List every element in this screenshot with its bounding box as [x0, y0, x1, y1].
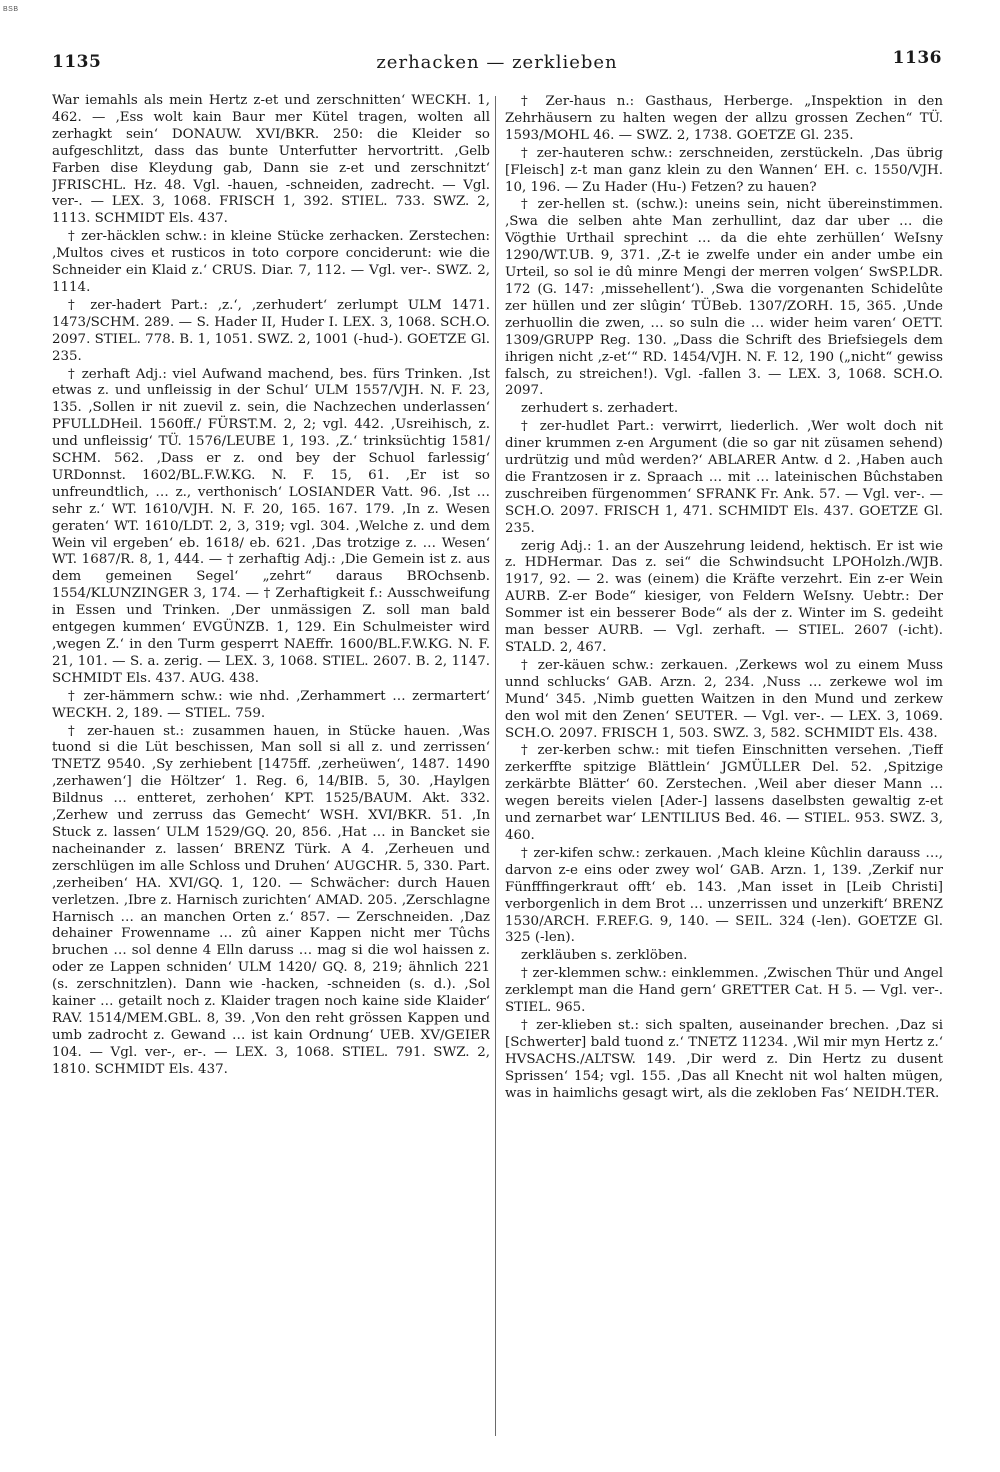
dictionary-entry: † zer-klieben st.: sich spalten, auseinander brechen. ‚Daz si [Schwerter] bald tuond z.‘ TNETZ 11234. ‚Wil mir myn Hertz z.‘ HVSACHS./ALTSW. 149. ‚Dir werd z. Din Hertz zu dusent Sprissen‘ 154; vgl. 155. ‚Das all Knecht nit wol halten mügen, was in haimlichs gesagt wirt, als die zekloben Fas‘ NEIDH.TER.: [505, 1017, 943, 1101]
right-page-number: 1136: [892, 48, 942, 68]
continued-entry: War iemahls als mein Hertz z-et und zerschnitten‘ WECKH. 1, 462. — ‚Ess wolt kain Baur mer Kütel tragen, wolten all zerhagkt sein‘ DONAUW. XVI/BKR. 250: die Kleider so aufgeschlitzt, dass das bunte Unterfutter hervortritt. ‚Gelb Farben dise Kleydung gab, Dann sie z-et und zerschnitzt‘ JFRISCHL. Hz. 48. Vgl. -hauen, -schneiden, zadrecht. — Vgl. ver-. — LEX. 3, 1068. FRISCH 1, 392. STIEL. 733. SWZ. 2, 1113. SCHMIDT Els. 437.: [52, 93, 490, 227]
dictionary-entry: † zer-hellen st. (schw.): uneins sein, nicht übereinstimmen. ‚Swa die selben ahte Man zerhullint, daz dar uber … die Vögthie Urthail sprechint … da die ehte zerhüllen‘ WeIsny 1290/WT.UB. 9, 371. ‚Z-t ie zwelfe under ein ander umbe ein Urteil, so sol ie dû minre Mengi der merren volgen‘ SwSP.LDR. 172 (G. 147: ‚missehellent‘). ‚Swa die vorgenanten Schidelûte zer hüllen und zer slûgin‘ TÜBeb. 1307/ZORH. 15, 365. ‚Unde zerhuollin die zwen, … so suln die … wider heim varen‘ OETT. 1309/GRUPP Reg. 130. „Dass die Schrift des Briefsiegels dem ihrigen nicht ‚z-et‘“ RD. 1454/VJH. N. F. 12, 190 („nicht“ gewiss falsch, zu streichen!). Vgl. -fallen 3. — LEX. 3, 1068. SCH.O. 2097.: [505, 197, 943, 399]
dictionary-entry: zerkläuben s. zerklöben.: [521, 948, 688, 964]
dictionary-entry: † zer-kerben schw.: mit tiefen Einschnitten versehen. ‚Tieff zerkerffte spitzige Blättlein‘ JGMÜLLER Del. 52. ‚Spitzige zerkärbte Blätter‘ 60. Zerstechen. ‚Weil aber dieser Mann … wegen bereits vielen [Ader-] lassens daselbsten gewaltig z-et und zernarbet war‘ LENTILIUS Bed. 46. — STIEL. 953. SWZ. 3, 460.: [505, 743, 943, 843]
dictionary-entry: † zer-klemmen schw.: einklemmen. ‚Zwischen Thür und Angel zerklempt man die Hand gern‘ GRETTER Cat. H 5. — Vgl. ver-. STIEL. 965.: [505, 966, 943, 1016]
dictionary-entry: zerig Adj.: 1. an der Auszehrung leidend, hektisch. Er ist wie z. HDHermar. Das z. sei“ die Schwindsucht LPOHolzh./WJB. 1917, 92. — 2. was (einem) die Kräfte verzehrt. Ein z-er Wein AURB. Z-er Bode“ kiesiger, von Feldern WeIsny. Uebtr.: Der Sommer ist ein besserer Bode“ als der z. Winter im S. gedeiht man besser AURB. — Vgl. zerhaft. — STIEL. 2607 (-icht). STALD. 2, 467.: [505, 538, 943, 655]
dictionary-entry: † zer-häcklen schw.: in kleine Stücke zerhacken. Zerstechen: ‚Multos cives et rusticos in toto corpore conciderunt: wie die Schneider ein Klaid z.‘ CRUS. Diar. 7, 112. — Vgl. ver-. SWZ. 2, 1114.: [52, 229, 490, 295]
dictionary-entry: † zer-käuen schw.: zerkauen. ‚Zerkews wol zu einem Muss unnd schlucks‘ GAB. Arzn. 2, 234. ‚Nuss … zerkewe wol im Mund‘ 345. ‚Nimb guetten Waitzen in den Mund und zerkew den wol mit den Zenen‘ SEUTER. — Vgl. ver-. — LEX. 3, 1069. SCH.O. 2097. FRISCH 1, 503. SWZ. 3, 582. SCHMIDT Els. 438.: [505, 657, 943, 741]
dictionary-entry: zerhudert s. zerhadert.: [521, 401, 679, 417]
dictionary-entry: † zer-kifen schw.: zerkauen. ‚Mach kleine Kûchlin darauss …, darvon z-e eins oder zwey wol‘ GAB. Arzn. 1, 139. ‚Zerkif nur Fünfffingerkraut offt‘ eb. 143. ‚Man isset in [Leib Christi] verborgenlich in dem Brot … unzerrissen und unzerkift‘ BRENZ 1530/ARCH. F.REF.G. 9, 140. — SEIL. 324 (-len). GOETZE Gl. 325 (-len).: [505, 845, 943, 946]
dictionary-entry: † zer-hauteren schw.: zerschneiden, zerstückeln. ‚Das übrig [Fleisch] z-t man ganz klein zu den Wannen‘ EH. c. 1550/VJH. 10, 196. — Zu Hader (Hu-) Fetzen? zu hauen?: [505, 145, 943, 195]
column-divider: [495, 96, 496, 1436]
left-column: [52, 93, 490, 1445]
left-page-number: 1135: [52, 52, 102, 72]
page-header: [52, 48, 942, 78]
running-title: zerhacken — zerklieben: [376, 52, 618, 73]
dictionary-entry: † Zer-haus n.: Gasthaus, Herberge. „Inspektion in den Zehrhäusern zu halten wegen der allzu grossen Zechen“ TÜ. 1593/MOHL 46. — SWZ. 2, 1738. GOETZE Gl. 235.: [505, 94, 943, 143]
dictionary-entry: † zer-hadert Part.: ‚z.‘, ‚zerhudert‘ zerlumpt ULM 1471. 1473/SCHM. 289. — S. Hader II, Huder I. LEX. 3, 1068. SCH.O. 2097. STIEL. 778. B. 1, 1051. SWZ. 2, 1001 (-hud-). GOETZE Gl. 235.: [52, 297, 490, 364]
dictionary-entry: † zer-hudlet Part.: verwirrt, liederlich. ‚Wer wolt doch nit diner krummen z-en Argument (die so gar nit züsamen sehend) urdrützig und mûd werden?‘ ABLARER Antw. d 2. ‚Haben auch die Frantzosen ir z. Spraach … mit … lateinischen Bûchstaben zuschreiben fürgenommen‘ SFRANK Fr. Ank. 57. — Vgl. ver-. — SCH.O. 2097. FRISCH 1, 471. SCHMIDT Els. 437. GOETZE Gl. 235.: [505, 419, 943, 536]
dictionary-entry: † zer-hämmern schw.: wie nhd. ‚Zerhammert … zermartert‘ WECKH. 2, 189. — STIEL. 759.: [52, 688, 490, 721]
library-mark: BSB: [3, 6, 19, 13]
dictionary-entry: † zer-hauen st.: zusammen hauen, in Stücke hauen. ‚Was tuond si die Lüt beschissen, Man soll si all z. und zerrissen‘ TNETZ 9540. ‚Sy zerhiebent [1475ff. ‚zerheüwen‘, 1487. 1490 ‚zerhawen‘] die Höltzer‘ 1. Reg. 6, 14/BIB. 5, 30. ‚Haylgen Bildnus … entteret, zerhohen‘ KPT. 1525/BAUM. Akt. 332. ‚Zerhew und zerruss das Gemecht‘ WSH. XVI/BKR. 51. ‚In Stuck z. lassen‘ ULM 1529/GQ. 20, 856. ‚Hat … in Bancket sie nacheinander z. lassen‘ BRENZ Türk. A 4. ‚Zerheuen und zerschlügen im alle Schloss und Druhen‘ AUGCHR. 5, 330. Part. ‚zerheiben‘ HA. XVI/GQ. 1, 120. — Schwächer: durch Hauen verletzen. ‚Ibre z. Harnisch zurichten‘ AMAD. 205. ‚Zerschlagne Harnisch … an manchen Orten z.‘ 857. — Zerschneiden. ‚Daz dehainer Frowenname … zû ainer Kappen nicht mer Tûchs bruchen … sol denne 4 Elln daruss … mag si die wol haissen z. oder ze Lappen schniden‘ ULM 1420/ GQ. 8, 219; ähnlich 221 (s. zerschnitzlen). Dann wie -hacken, -schneiden (s. d.). ‚Sol kainer … getailt noch z. Klaider tragen noch kaine side Klaider‘ RAV. 1514/MEM.GBL. 8, 39. ‚Von den reht grössen Kappen und umb zadrocht z. Gewand … ist kain Ordnung‘ UEB. XV/GEIER 104. — Vgl. ver-, er-. — LEX. 3, 1068. STIEL. 791. SWZ. 2, 1810. SCHMIDT Els. 437.: [52, 723, 490, 1077]
dictionary-entry: † zerhaft Adj.: viel Aufwand machend, bes. fürs Trinken. ‚Ist etwas z. und unfleissig in der Schul‘ ULM 1557/VJH. N. F. 23, 135. ‚Sollen ir nit zuevil z. sein, die Nachzechen underlassen‘ PFULLDHeil. 1560ff./ FÜRST.M. 2, 2; vgl. 442. ‚Usreihisch, z. und unfleissig‘ TÜ. 1576/LEUBE 1, 193. ‚Z.‘ trinksüchtig 1581/ SCHM. 562. ‚Dass er z. ond bey der Schuol farlessig‘ URDonnst. 1602/BL.F.W.KG. N. F. 15, 61. ‚Er ist so unfreundtlich, … z., verthonisch‘ LOSIANDER Vatt. 96. ‚Ist … sehr z.‘ WT. 1610/VJH. N. F. 20, 165. 167. 179. ‚In z. Wesen geraten‘ WT. 1610/LDT. 2, 3, 319; vgl. 304. ‚Welche z. und dem Wein vil ergeben‘ eb. 1618/ eb. 621. ‚Das trotzige z. … Wesen‘ WT. 1687/R. 8, 1, 444. — † zerhaftig Adj.: ‚Die Gemein ist z. aus dem gemeinen Segel‘ „zehrt“ daraus BROchsenb. 1554/KLUNZINGER 3, 174. — † Zerhaftigkeit f.: Ausschweifung in Essen und Trinken. ‚Der unmässigen Z. soll man bald entgegen kummen‘ EVGÜNZB. 1, 129. Ein Schulmeister wird ‚wegen Z.‘ in den Turm gesperrt NAEffr. 1600/BL.F.W.KG. N. F. 21, 101. — S. a. zerig. — LEX. 3, 1068. STIEL. 2607. B. 2, 1147. SCHMIDT Els. 437. AUG. 438.: [52, 366, 490, 686]
right-column: [505, 93, 943, 1445]
